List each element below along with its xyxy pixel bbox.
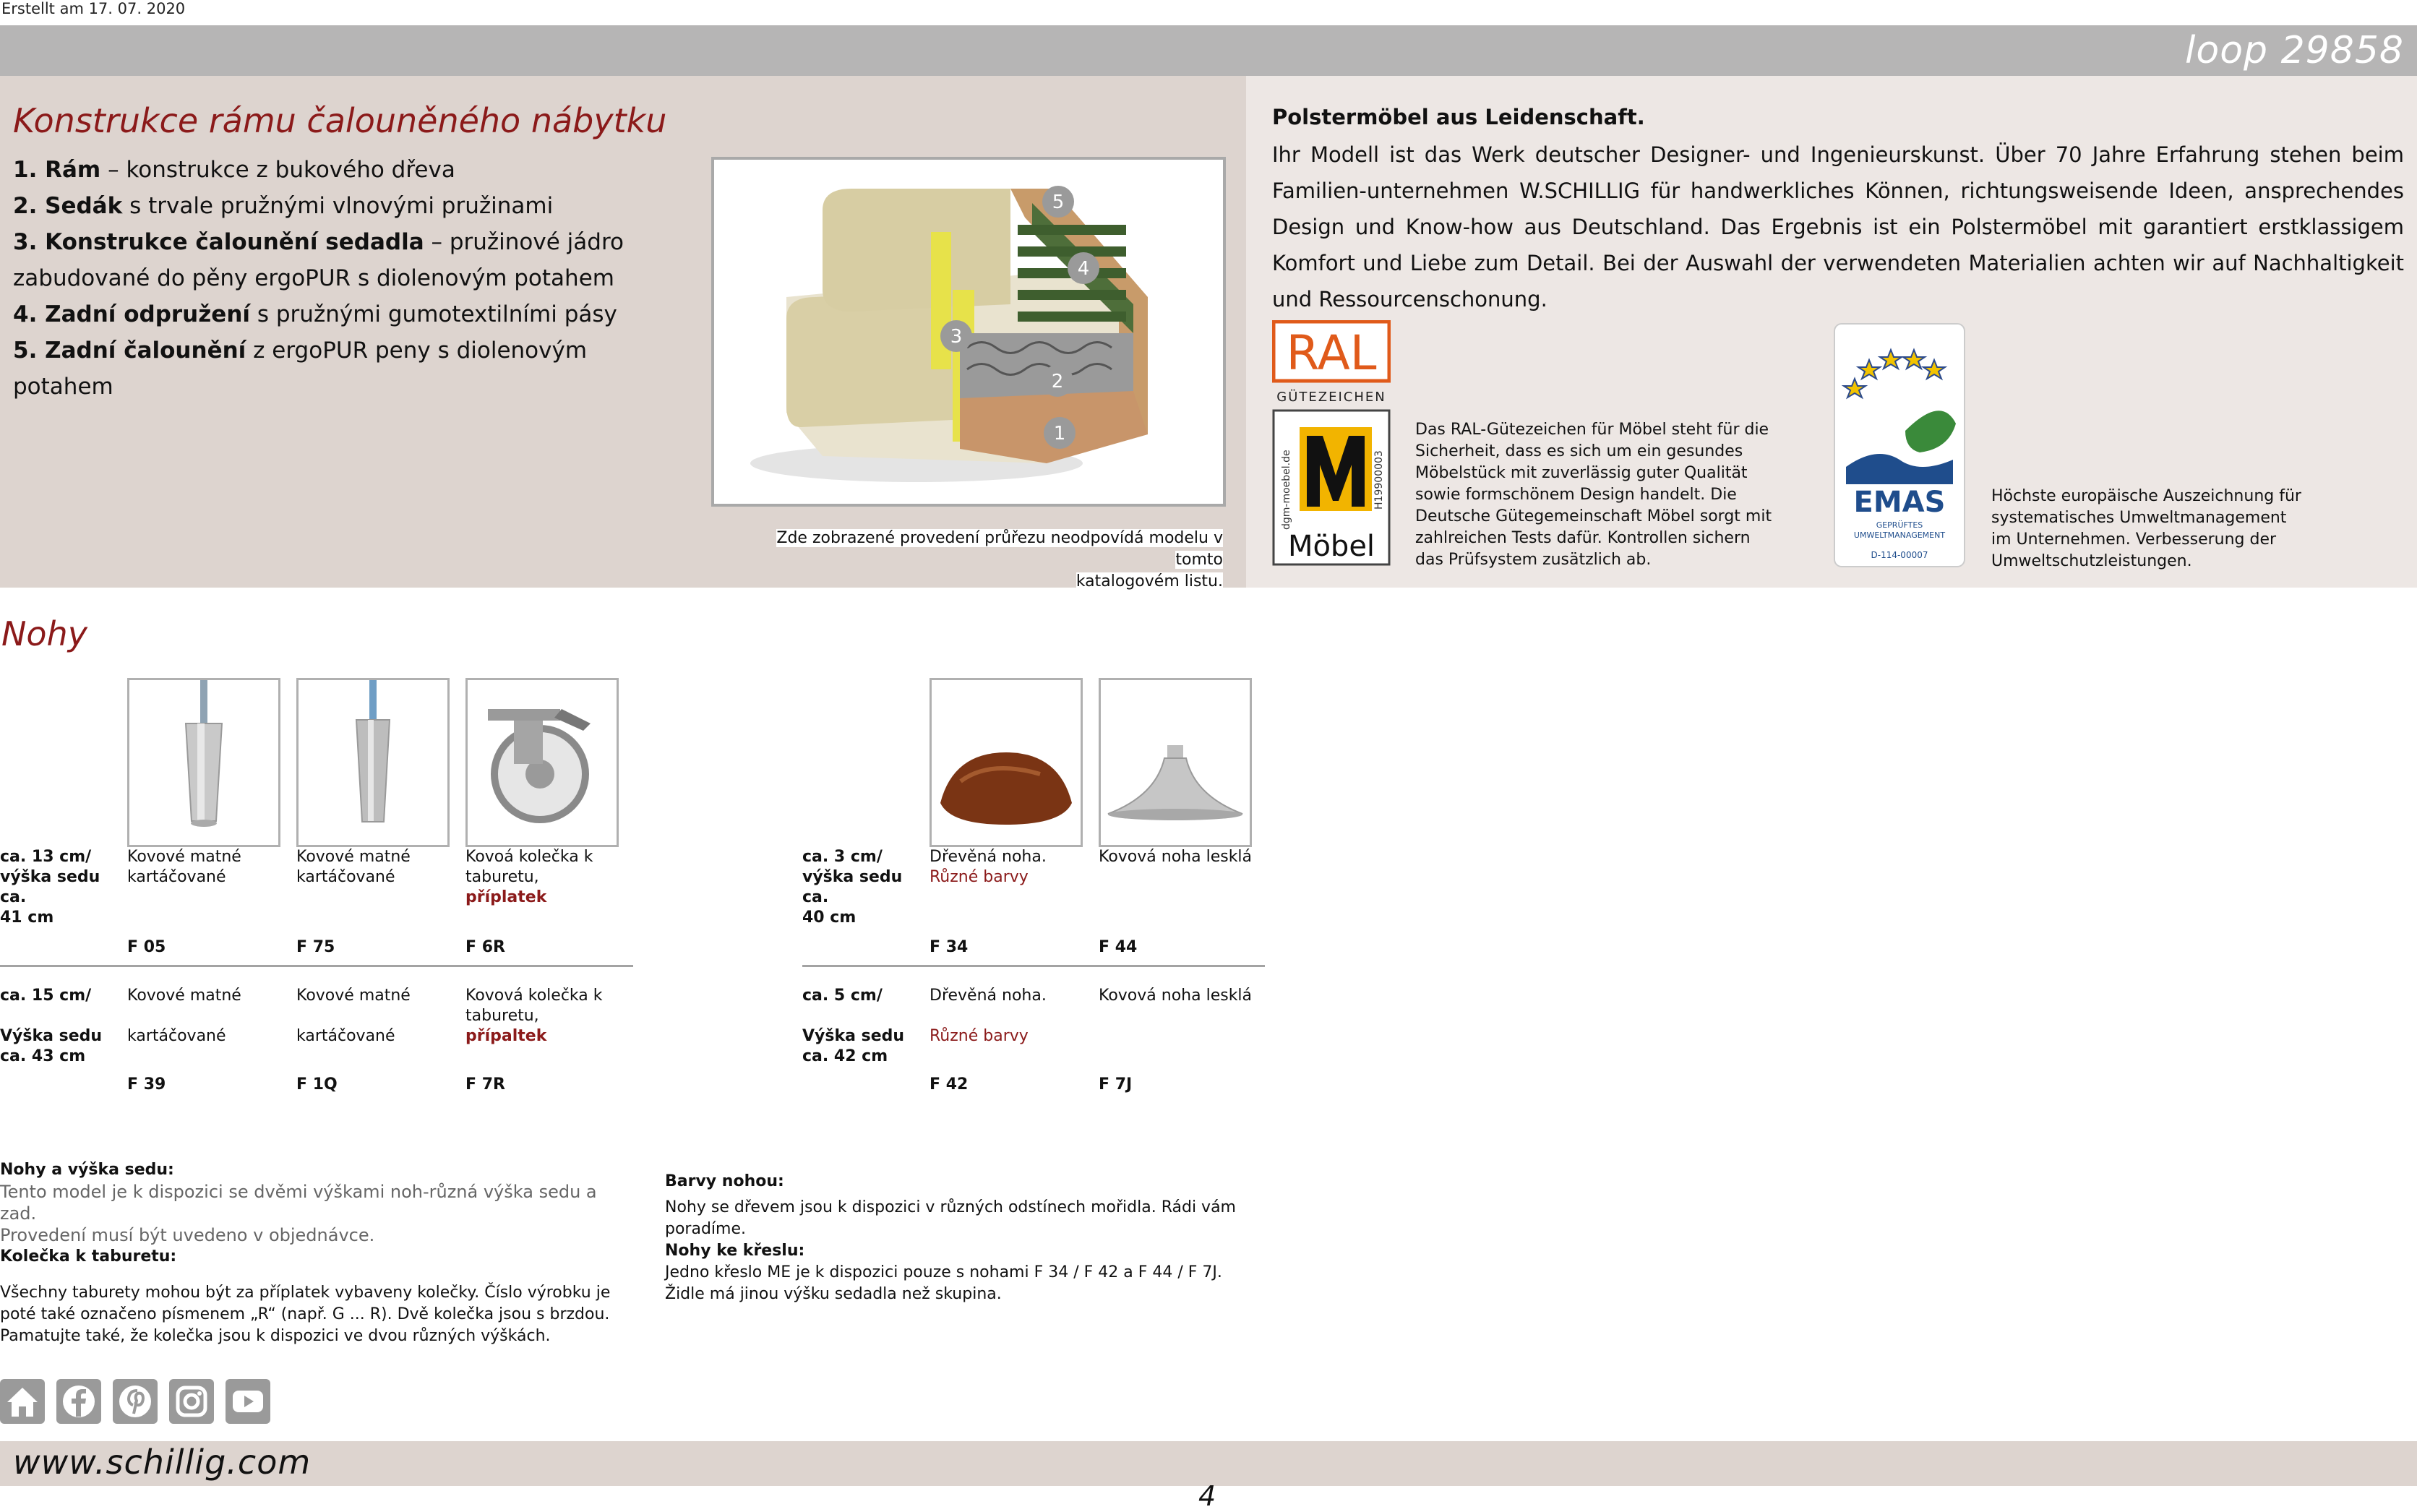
pinterest-icon[interactable] bbox=[113, 1379, 158, 1424]
construction-item: 2. Sedák s trvale pružnými vlnovými pružinami bbox=[13, 193, 554, 219]
surcharge-label: přípaltek bbox=[465, 1027, 547, 1045]
svg-text:GEPRÜFTES: GEPRÜFTES bbox=[1876, 520, 1923, 530]
armchair-line1: Jedno křeslo ME je k dispozici pouze s nohami F 34 / F 42 a F 44 / F 7J. bbox=[665, 1263, 1222, 1281]
leg-code: F 7R bbox=[465, 1075, 505, 1094]
svg-text:GÜTEZEICHEN: GÜTEZEICHEN bbox=[1276, 390, 1386, 405]
divider bbox=[0, 965, 633, 967]
leg-desc-f05: Kovové matné kartáčované bbox=[127, 848, 241, 886]
cross-section-image bbox=[711, 157, 1226, 507]
created-date: Erstellt am 17. 07. 2020 bbox=[1, 0, 186, 17]
notes-left bbox=[0, 1159, 636, 1347]
emas-description: Höchste europäische Auszeichnung für systematisches Umweltmanagement im Unternehmen. Verbesserung der Umweltschutzleistungen. bbox=[1991, 487, 2301, 570]
construction-item: 1. Rám – konstrukce z bukového dřeva bbox=[13, 157, 455, 183]
armchair-line2: Židle má jinou výšku sedadla než skupina. bbox=[665, 1285, 1002, 1303]
casters-text: Všechny taburety mohou být za příplatek vybaveny kolečky. Číslo výrobku je poté také označeno písmenem „R“ (např. G ... R). Dvě kolečka jsou s brzdou. Pamatujte také, že kolečka jsou k dispozici ve dvou různých výškách. bbox=[0, 1284, 611, 1345]
youtube-icon[interactable] bbox=[226, 1379, 270, 1424]
marker-1: 1 bbox=[1053, 423, 1066, 444]
leg-height-row2-left-a: ca. 15 cm/ bbox=[0, 987, 92, 1005]
leg-desc-f39-a: Kovové matné bbox=[127, 987, 241, 1005]
leg-desc-f7j-a: Kovová noha lesklá bbox=[1099, 987, 1253, 1005]
construction-item: 3. Konstrukce čalounění sedadla – pružinové jádro zabudované do pěny ergoPUR s diolenovým potahem bbox=[13, 229, 624, 291]
leg-code: F 1Q bbox=[296, 1075, 338, 1094]
intro-text: Ihr Modell ist das Werk deutscher Designer- und Ingenieurskunst. Über 70 Jahre Erfahrung stehen beim Familien-unternehmen W.SCHILLIG für handwerkliches Können, richtungsweisende Ideen, ansprechendes Design und Know-how aus Deutschland. Das Ergebnis ist ein Polstermöbel mit garantiert erstklassigem Komfort und Liebe zum Detail. Bei der Auswahl der verwendeten Materialien achten wir auf Nachhaltigkeit und Ressourcenschonung. bbox=[1272, 142, 2404, 312]
svg-text:EMAS: EMAS bbox=[1853, 486, 1946, 519]
heights-title: Nohy a výška sedu: bbox=[0, 1161, 174, 1179]
construction-title: Konstrukce rámu čalouněného nábytku bbox=[13, 101, 667, 140]
page-number: 4 bbox=[1198, 1480, 1216, 1512]
svg-text:RAL: RAL bbox=[1286, 325, 1377, 381]
leg-image-f44 bbox=[1099, 678, 1252, 847]
surcharge-label: příplatek bbox=[465, 888, 547, 906]
leg-code: F 05 bbox=[127, 938, 166, 956]
legs-title: Nohy bbox=[1, 614, 87, 653]
emas-certification bbox=[1833, 322, 1966, 568]
svg-text:Möbel: Möbel bbox=[1287, 530, 1375, 563]
sofa-cross-section-illustration bbox=[714, 160, 1223, 504]
leg-desc-f42-b: Různé barvy bbox=[930, 1027, 1029, 1045]
ral-logo-icon bbox=[1272, 320, 1391, 566]
emas-logo-icon bbox=[1833, 322, 1966, 568]
marker-5: 5 bbox=[1052, 192, 1065, 213]
svg-text:UMWELTMANAGEMENT: UMWELTMANAGEMENT bbox=[1853, 531, 1946, 540]
notes-right bbox=[665, 1171, 1315, 1305]
leg-desc-f6r: Kovoá kolečka k taburetu, příplatek bbox=[465, 848, 593, 906]
instagram-icon[interactable] bbox=[169, 1379, 214, 1424]
svg-text:D-114-00007: D-114-00007 bbox=[1871, 550, 1928, 560]
leg-height-row2-right-a: ca. 5 cm/ bbox=[802, 987, 883, 1005]
construction-item: 5. Zadní čalounění z ergoPUR peny s diolenovým potahem bbox=[13, 338, 588, 400]
leg-code: F 44 bbox=[1099, 938, 1138, 956]
leg-desc-f34: Dřevěná noha. Různé barvy bbox=[930, 848, 1047, 886]
leg-image-f34 bbox=[930, 678, 1083, 847]
colors-text: Nohy se dřevem jsou k dispozici v různých odstínech mořidla. Rádi vám poradíme. bbox=[665, 1198, 1236, 1238]
leg-desc-f42-a: Dřevěná noha. bbox=[930, 987, 1047, 1005]
footer-bar bbox=[0, 1441, 2417, 1486]
colors-title: Barvy nohou: bbox=[665, 1172, 784, 1190]
facebook-icon[interactable] bbox=[56, 1379, 101, 1424]
leg-desc-f39-b: kartáčované bbox=[127, 1027, 226, 1045]
intro-heading: Polstermöbel aus Leidenschaft. bbox=[1272, 105, 1645, 129]
divider bbox=[802, 965, 1265, 967]
casters-title: Kolečka k taburetu: bbox=[0, 1247, 177, 1266]
header-bar bbox=[0, 25, 2417, 76]
cross-section-caption: Zde zobrazené provedení průřezu neodpovídá modelu v tomto katalogovém listu. bbox=[776, 529, 1223, 590]
leg-code: F 42 bbox=[930, 1075, 969, 1094]
leg-code: F 39 bbox=[127, 1075, 166, 1094]
leg-desc-f1q-b: kartáčované bbox=[296, 1027, 395, 1045]
leg-code: F 34 bbox=[930, 938, 969, 956]
construction-item: 4. Zadní odpružení s pružnými gumotextilními pásy bbox=[13, 301, 617, 327]
leg-image-f6r bbox=[465, 678, 619, 847]
model-title: loop 29858 bbox=[2184, 29, 2404, 72]
leg-height-row2-right-b: Výška sedu ca. 42 cm bbox=[802, 1027, 905, 1065]
leg-code: F 75 bbox=[296, 938, 335, 956]
leg-height-row1-right: ca. 3 cm/ výška sedu ca. 40 cm bbox=[802, 848, 903, 927]
website-link[interactable]: www.schillig.com bbox=[13, 1443, 312, 1482]
leg-desc-f7r-a: Kovová kolečka k taburetu, bbox=[465, 987, 603, 1025]
leg-height-row1-left: ca. 13 cm/ výška sedu ca. 41 cm bbox=[0, 848, 100, 927]
leg-desc-f44: Kovová noha lesklá bbox=[1099, 848, 1253, 866]
marker-3: 3 bbox=[950, 326, 963, 348]
heights-line1: Tento model je k dispozici se dvěmi výškami noh-různá výška sedu a zad. bbox=[0, 1182, 597, 1224]
heights-line2: Provedení musí být uvedeno v objednávce. bbox=[0, 1225, 375, 1245]
leg-code: F 7J bbox=[1099, 1075, 1133, 1094]
leg-code: F 6R bbox=[465, 938, 505, 956]
home-icon[interactable] bbox=[0, 1379, 45, 1424]
leg-desc-f75: Kovové matné kartáčované bbox=[296, 848, 411, 886]
armchair-title: Nohy ke křeslu: bbox=[665, 1242, 805, 1260]
ral-quality-mark bbox=[1272, 320, 1391, 566]
leg-desc-f1q-a: Kovové matné bbox=[296, 987, 411, 1005]
ral-description: Das RAL-Gütezeichen für Möbel steht für die Sicherheit, dass es sich um ein gesundes Möbelstück mit zuverlässig guter Qualität sowie formschönem Design handelt. Die Deutsche Gütegemeinschaft Möbel sorgt mit zahlreichen Tests dafür. Kontrollen sichern das Prüfsystem zusätzlich ab. bbox=[1415, 421, 1772, 569]
marker-4: 4 bbox=[1077, 258, 1090, 280]
construction-list bbox=[13, 152, 692, 405]
svg-text:dgm-moebel.de: dgm-moebel.de bbox=[1281, 450, 1292, 530]
leg-height-row2-left-b: Výška sedu ca. 43 cm bbox=[0, 1027, 103, 1065]
marker-2: 2 bbox=[1051, 371, 1064, 392]
leg-image-f05 bbox=[127, 678, 280, 847]
svg-text:H19900003: H19900003 bbox=[1373, 450, 1385, 510]
leg-image-f75 bbox=[296, 678, 450, 847]
